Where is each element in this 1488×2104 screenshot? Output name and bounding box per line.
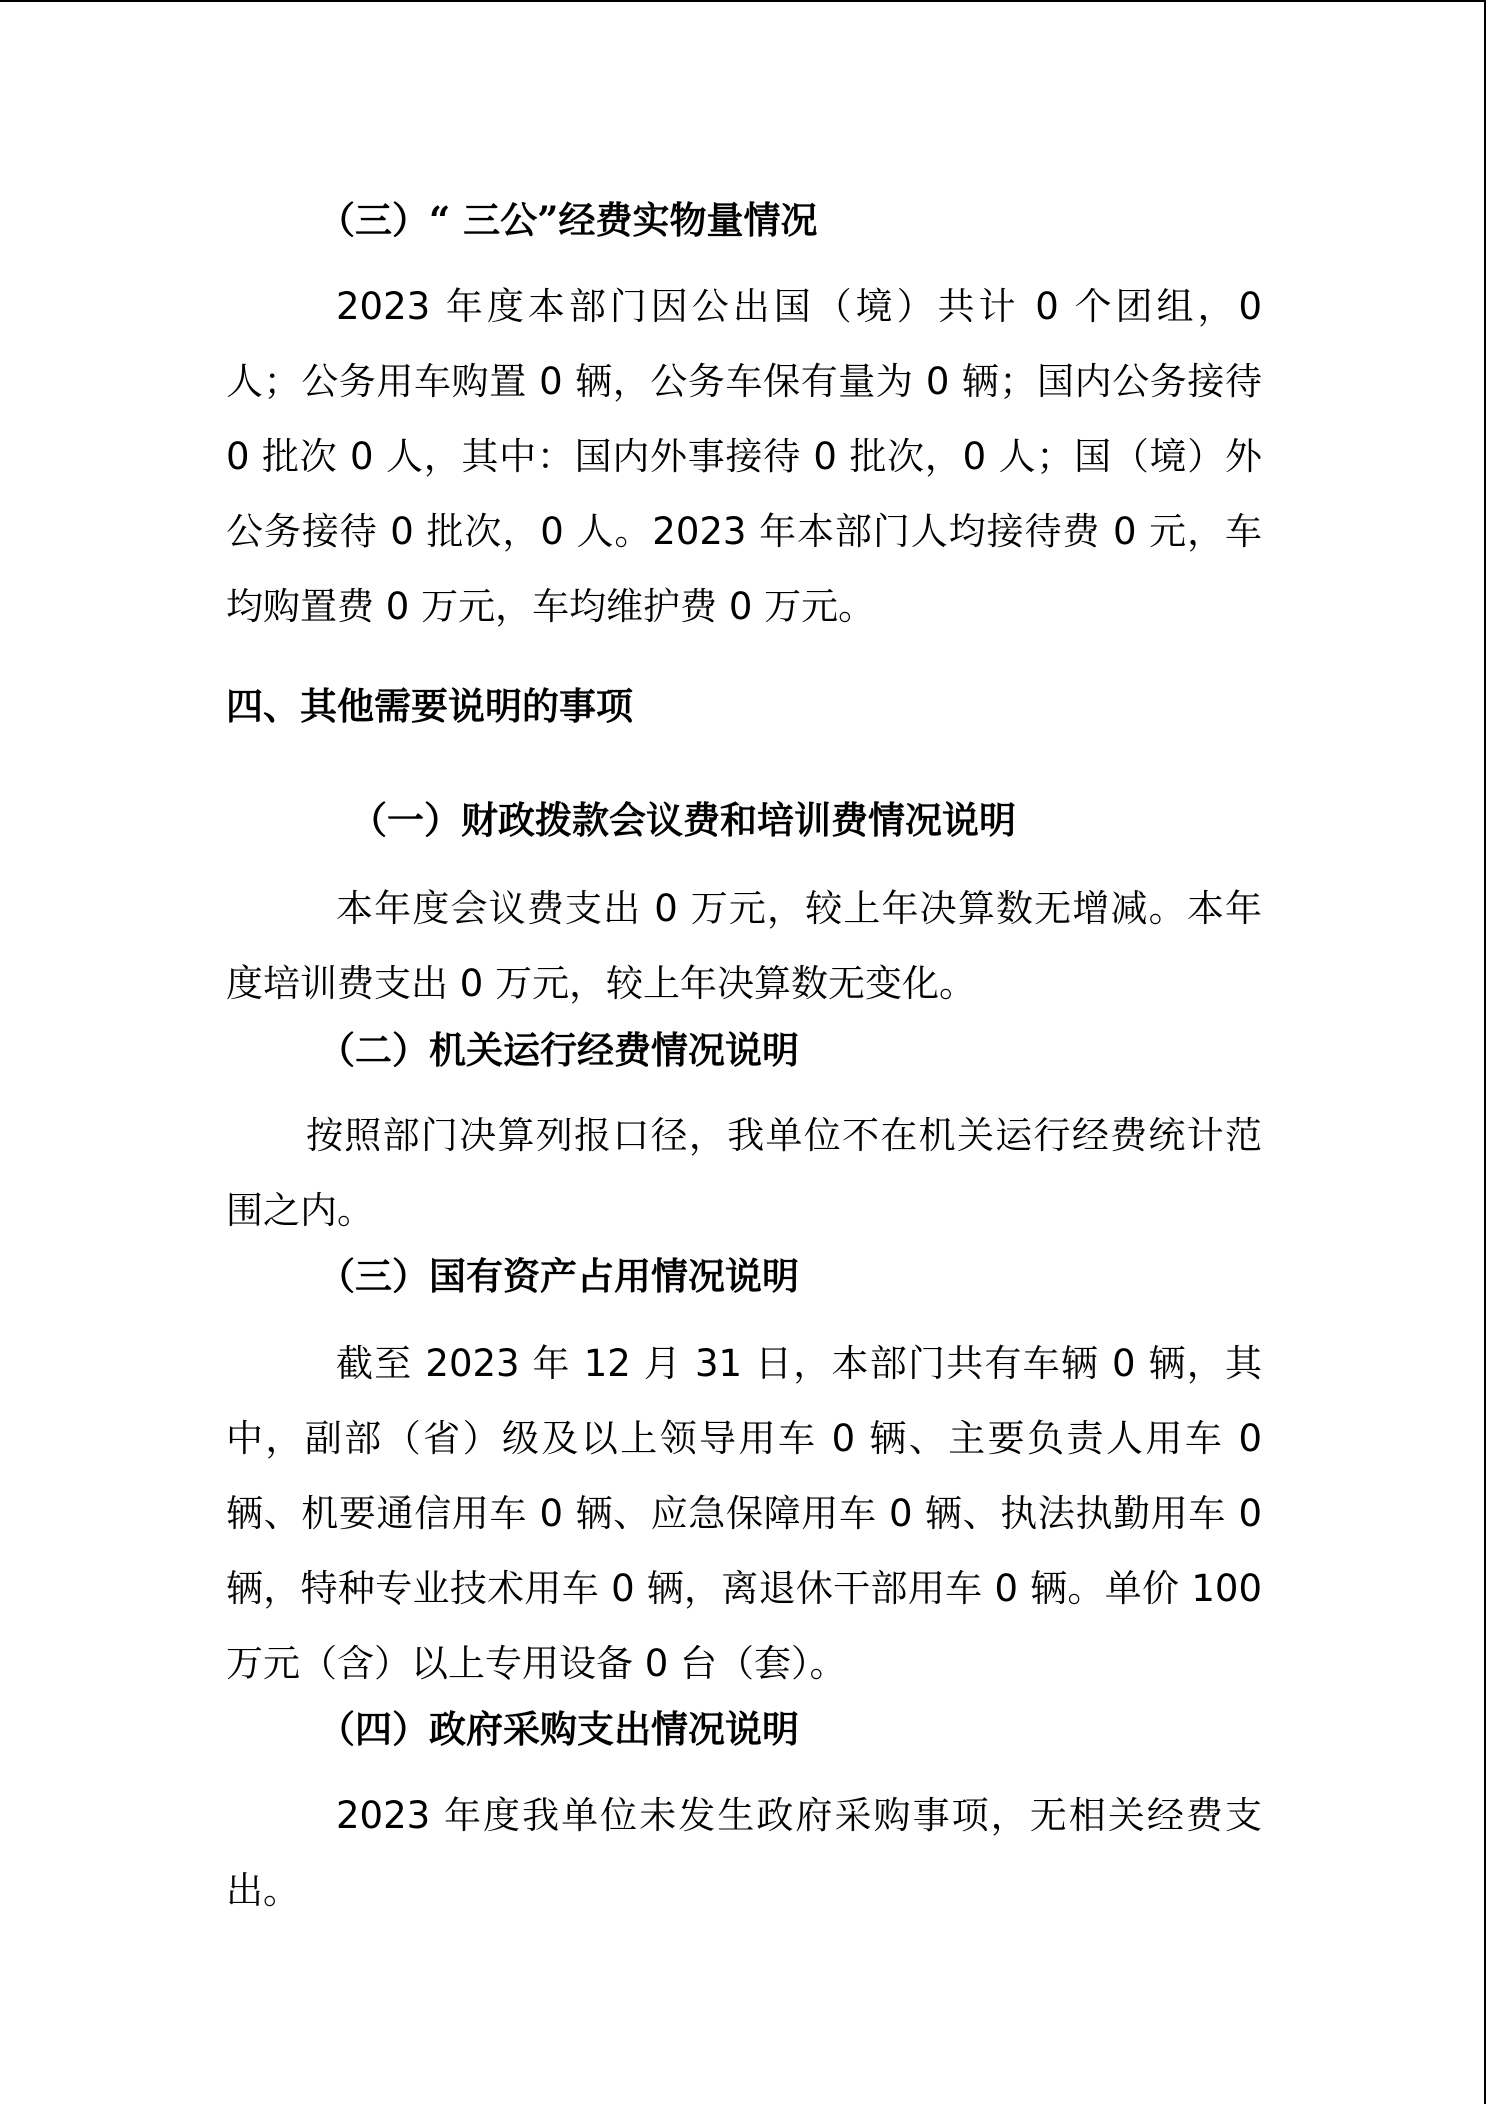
paragraph-meeting-training-fees: 本年度会议费支出 0 万元，较上年决算数无增减。本年度培训费支出 0 万元，较上年决算数无变化。 [226, 887, 1262, 1005]
paragraph-government-procurement: 2023 年度我单位未发生政府采购事项，无相关经费支出。 [226, 1794, 1262, 1912]
heading-meeting-training-fees: （一）财政拨款会议费和培训费情况说明 [350, 798, 1016, 842]
paragraph-sangong-physical-quantity: 2023 年度本部门因公出国（境）共计 0 个团组，0 人；公务用车购置 0 辆，公务车保有量为 0 辆；国内公务接待 0 批次 0 人，其中：国内外事接待 0 批次，0 人；国（境）外公务接待 0 批次，0 人。2023 年本部门人均接待费 0 元，车均购置费 0 万元，车均维护费 0 万元。 [226, 285, 1262, 628]
paragraph-agency-operating-costs: 按照部门决算列报口径，我单位不在机关运行经费统计范围之内。 [226, 1114, 1262, 1232]
heading-sangong-physical-quantity: （三）“ 三公”经费实物量情况 [318, 198, 818, 242]
heading-government-procurement: （四）政府采购支出情况说明 [318, 1707, 799, 1751]
heading-state-assets: （三）国有资产占用情况说明 [318, 1254, 799, 1298]
paragraph-state-assets: 截至 2023 年 12 月 31 日，本部门共有车辆 0 辆，其中，副部（省）级及以上领导用车 0 辆、主要负责人用车 0 辆、机要通信用车 0 辆、应急保障用车 0 辆、执法执勤用车 0 辆，特种专业技术用车 0 辆，离退休干部用车 0 辆。单价 100 万元（含）以上专用设备 0 台（套）。 [226, 1342, 1262, 1685]
heading-agency-operating-costs: （二）机关运行经费情况说明 [318, 1028, 799, 1072]
heading-other-matters: 四、其他需要说明的事项 [226, 684, 633, 728]
